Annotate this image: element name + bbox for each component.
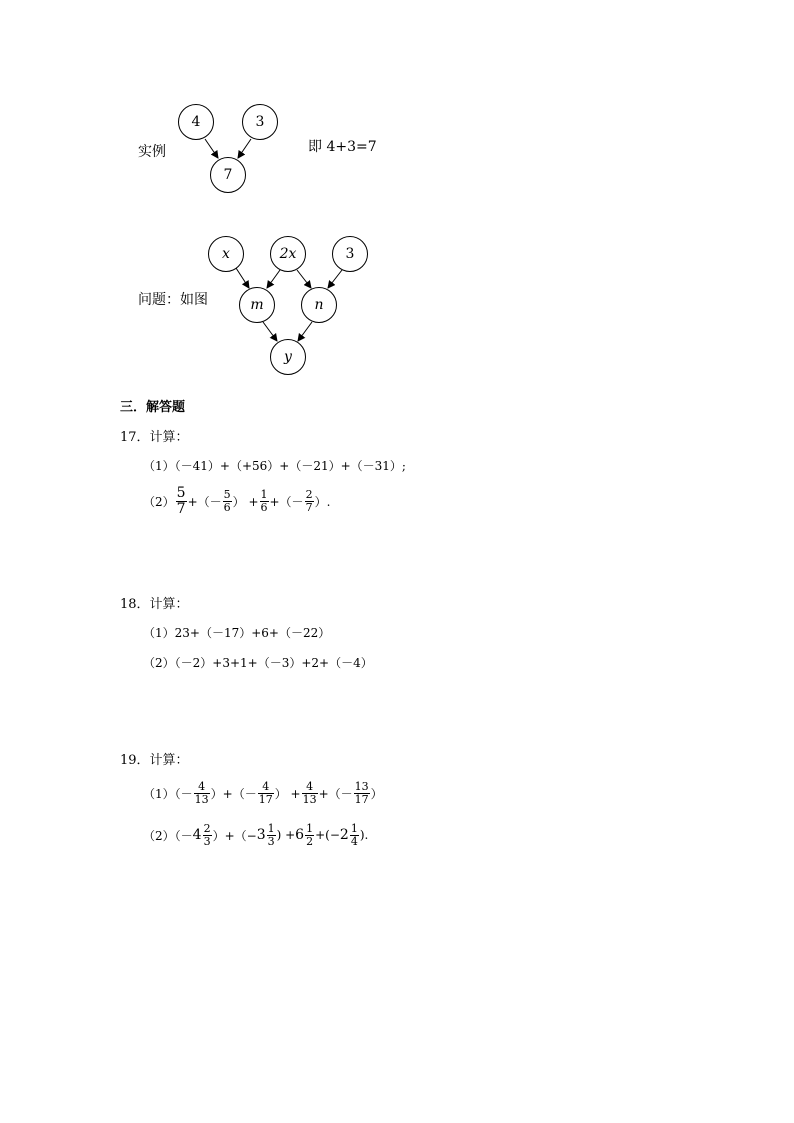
node-y: y	[270, 339, 306, 375]
numerator: 4	[194, 781, 210, 794]
denominator: 3	[203, 834, 211, 848]
q18-part2: （2）（－2）+3+1+（－3）+2+（－4）	[143, 656, 373, 670]
fraction	[350, 823, 359, 847]
arrow-2x-to-n	[297, 270, 311, 288]
arrow-3-to-7	[238, 139, 251, 158]
operator: ） +	[274, 786, 301, 801]
numerator: 5	[223, 487, 231, 501]
operator: ).	[359, 828, 369, 842]
fraction	[176, 486, 187, 516]
denominator: 17	[354, 792, 369, 806]
operator: ）	[370, 786, 383, 801]
denominator: 13	[302, 792, 317, 806]
arrow-x-to-m	[236, 268, 249, 288]
denominator: 7	[305, 500, 313, 514]
whole-part: 6	[295, 827, 305, 843]
node-3b: 3	[332, 236, 368, 272]
fraction	[305, 489, 314, 513]
whole-part: 2	[339, 827, 349, 843]
operator: +（－	[187, 494, 222, 509]
mixed-number	[257, 823, 277, 847]
numerator: 13	[354, 779, 369, 793]
mixed-number	[295, 823, 315, 847]
arrow-3-to-n	[328, 270, 342, 288]
q19-part2	[143, 818, 368, 852]
denominator: 6	[223, 500, 231, 514]
example-label: 实例	[138, 144, 166, 160]
denominator: 3	[267, 834, 275, 848]
q17-part1: （1）（－41）+（+56）+（－21）+（－31）;	[143, 459, 406, 473]
node-4: 4	[178, 104, 214, 140]
operator: ） +	[232, 494, 259, 509]
fraction	[305, 823, 314, 847]
operator: ) +	[276, 828, 296, 842]
node-x: x	[208, 236, 244, 272]
fraction	[354, 781, 370, 805]
arrow-2x-to-m	[267, 270, 280, 288]
arrow-m-to-y	[263, 322, 277, 341]
fraction	[223, 489, 232, 513]
fraction	[258, 781, 274, 805]
denominator: 2	[306, 834, 314, 848]
example-equation: 即 4+3=7	[308, 139, 377, 155]
operator: ）+（−	[212, 828, 257, 843]
numerator: 2	[305, 487, 313, 501]
mixed-number	[193, 823, 213, 847]
operator: +(−	[315, 828, 340, 842]
fraction	[203, 823, 212, 847]
denominator: 13	[194, 792, 209, 806]
q19-p2-prefix: （2）（－	[143, 828, 193, 843]
q19-title: 19．计算：	[120, 753, 189, 768]
numerator: 2	[203, 821, 211, 835]
numerator: 4	[302, 781, 318, 794]
denominator: 7	[176, 500, 186, 517]
node-3: 3	[242, 104, 278, 140]
example-arrows	[0, 0, 794, 400]
q17-part2	[143, 484, 330, 518]
operator: +（－	[318, 786, 353, 801]
q17-p2-prefix: （2）	[143, 494, 175, 509]
q19-part1	[143, 776, 383, 810]
q18-part1: （1）23+（－17）+6+（－22）	[143, 626, 331, 640]
numerator: 1	[350, 821, 358, 835]
operator: ）.	[314, 494, 331, 509]
numerator: 5	[176, 484, 186, 501]
numerator: 4	[258, 781, 274, 794]
q19-p1-prefix: （1）（－	[143, 786, 193, 801]
operator: +（－	[269, 494, 304, 509]
q17-title: 17．计算：	[120, 430, 189, 445]
mixed-number	[340, 823, 360, 847]
operator: ）+（－	[210, 786, 257, 801]
numerator: 1	[260, 487, 268, 501]
node-7: 7	[210, 157, 246, 193]
fraction	[302, 781, 318, 805]
section-title: 三．解答题	[120, 400, 186, 415]
fraction	[260, 489, 269, 513]
numerator: 1	[267, 821, 275, 835]
q18-title: 18．计算：	[120, 597, 189, 612]
whole-part: 4	[192, 827, 202, 843]
node-2x: 2x	[270, 236, 306, 272]
numerator: 1	[306, 821, 314, 835]
fraction	[194, 781, 210, 805]
node-n: n	[301, 287, 337, 323]
problem-label: 问题：如图	[138, 292, 208, 308]
node-m: m	[239, 287, 275, 323]
arrow-n-to-y	[298, 322, 312, 341]
denominator: 4	[350, 834, 358, 848]
fraction	[267, 823, 276, 847]
whole-part: 3	[256, 827, 266, 843]
denominator: 6	[260, 500, 268, 514]
arrow-4-to-7	[205, 139, 218, 158]
denominator: 17	[258, 792, 273, 806]
